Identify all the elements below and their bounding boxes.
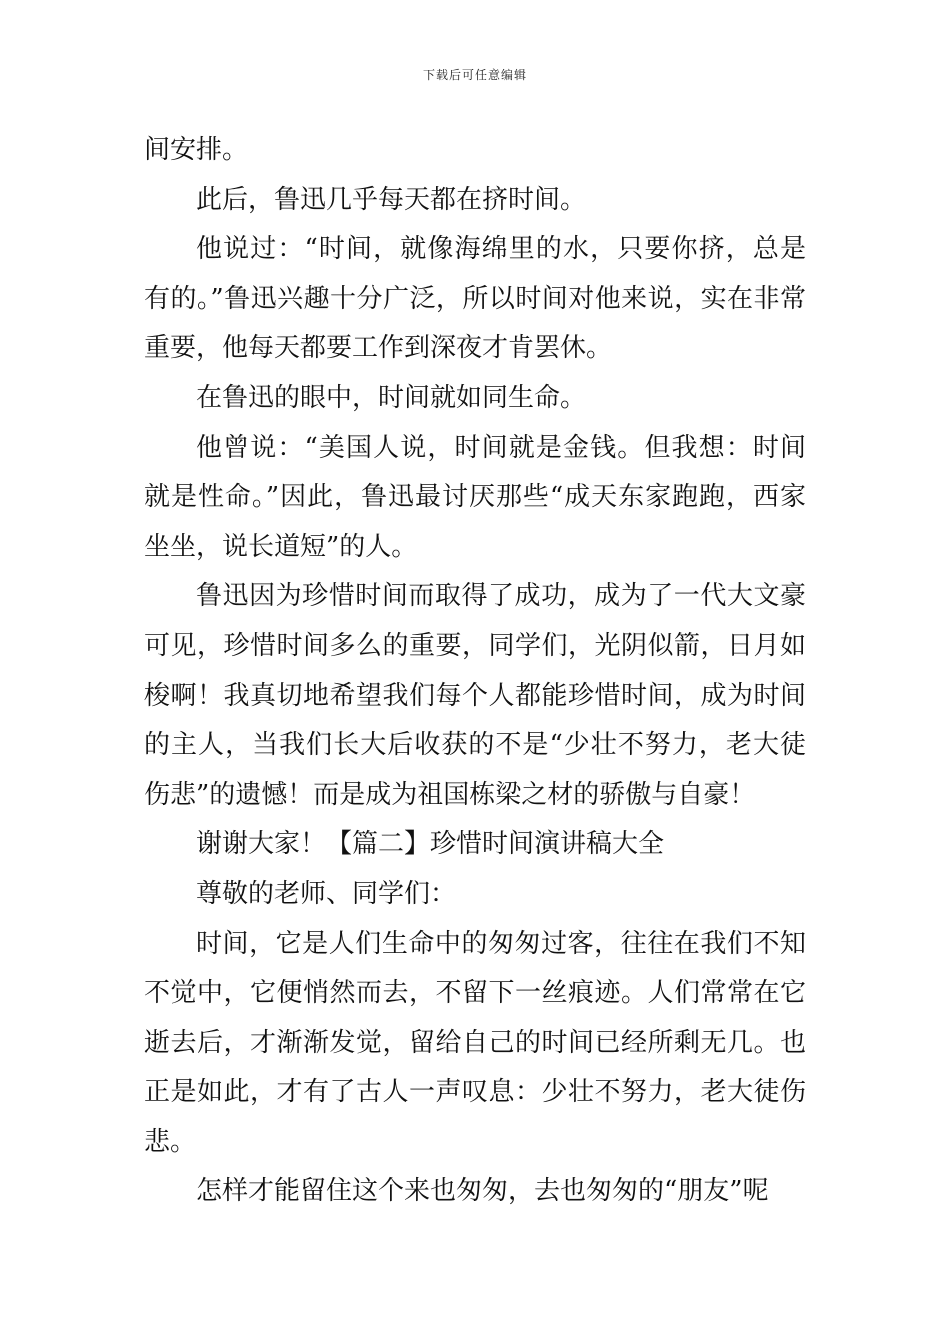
document-body xyxy=(144,126,806,1217)
paragraph: 鲁迅因为珍惜时间而取得了成功，成为了一代大文豪可见，珍惜时间多么的重要，同学们，光阴似箭，日月如梭啊！我真切地希望我们每个人都能珍惜时间，成为时间的主人，当我们长大后收获的不是“少壮不努力，老大徒伤悲”的遗憾！而是成为祖国栋梁之材的骄傲与自豪！ xyxy=(144,581,806,810)
paragraph: 间安排。 xyxy=(144,135,249,165)
paragraph: 怎样才能留住这个来也匆匆，去也匆匆的“朋友”呢 xyxy=(196,1176,769,1207)
paragraph: 尊敬的老师、同学们： xyxy=(196,878,457,909)
paragraph: 他说过：“时间，就像海绵里的水，只要你挤，总是有的。”鲁迅兴趣十分广泛，所以时间对他来说，实在非常重要，他每天都要工作到深夜才肯罢休。 xyxy=(144,234,806,364)
paragraph: 谢谢大家！【篇二】珍惜时间演讲稿大全 xyxy=(196,829,665,860)
paragraph: 在鲁迅的眼中，时间就如同生命。 xyxy=(196,382,587,413)
paragraph: 他曾说：“美国人说，时间就是金钱。但我想：时间就是性命。”因此，鲁迅最讨厌那些“成天东家跑跑，西家坐坐，说长道短”的人。 xyxy=(144,432,806,562)
paragraph: 时间，它是人们生命中的匆匆过客，往往在我们不知不觉中，它便悄然而去，不留下一丝痕迹。人们常常在它逝去后，才渐渐发觉，留给自己的时间已经所剩无几。也正是如此，才有了古人一声叹息：少壮不努力，老大徒伤悲。 xyxy=(144,928,806,1157)
page-header: 下载后可任意编辑 xyxy=(422,68,527,82)
paragraph: 此后，鲁迅几乎每天都在挤时间。 xyxy=(196,184,587,215)
